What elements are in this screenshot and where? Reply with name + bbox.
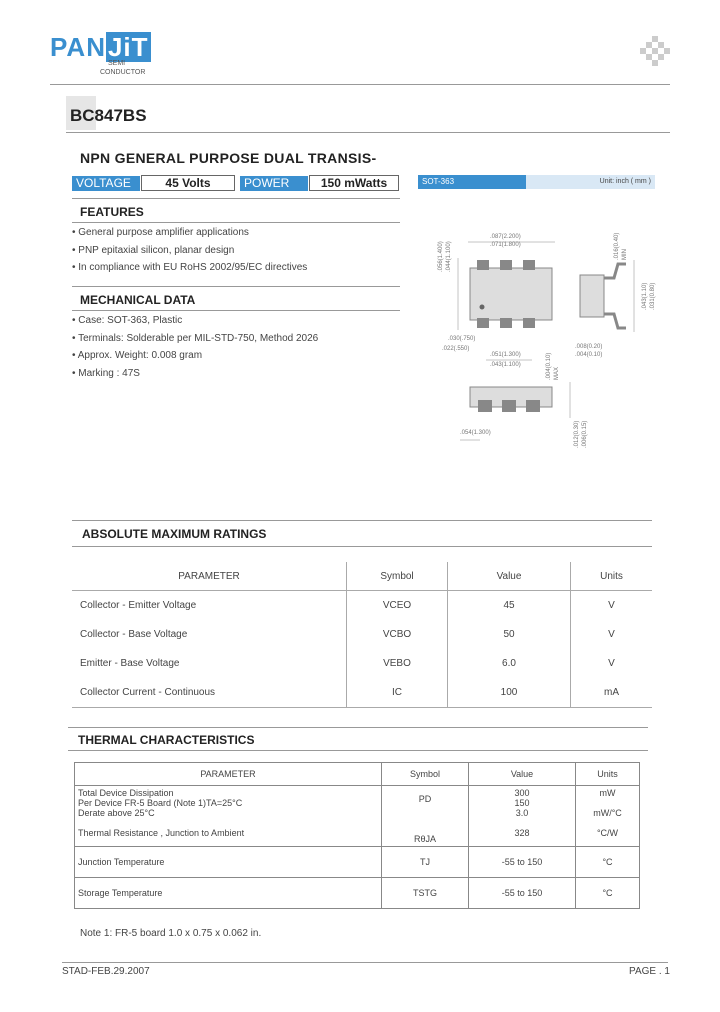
logo-subtitle (100, 59, 145, 77)
table-row (72, 678, 652, 708)
cell-value: 300 150 3.0 328 (469, 786, 576, 847)
dim-label: .004(0.10) (546, 352, 552, 380)
amr-rule-bottom (72, 546, 652, 547)
cell-parameter: Collector - Emitter Voltage (72, 591, 347, 621)
col-units: Units (576, 763, 640, 786)
thermal-rule-top (68, 727, 648, 728)
list-item: • Marking : 47S (72, 365, 318, 383)
list-item: • Case: SOT-363, Plastic (72, 312, 318, 330)
dim-label: .056(1.400) (438, 241, 444, 272)
part-number: BC847BS (70, 106, 147, 125)
cell-units: mA (604, 687, 619, 698)
col-units: Units (600, 570, 623, 582)
part-rule (66, 132, 670, 133)
features-rule-top (72, 198, 400, 199)
cell-parameter: Collector - Base Voltage (72, 620, 347, 649)
cell-symbol: TJ (382, 847, 469, 878)
amr-rule-top (72, 520, 652, 521)
logo-sub-2: CONDUCTOR (100, 69, 146, 76)
features-list (72, 224, 307, 277)
cell-units: mW mW/°C °C/W (576, 786, 640, 847)
document-title: NPN GENERAL PURPOSE DUAL TRANSIS- (80, 150, 377, 166)
cell-symbol: PD RθJA (382, 786, 469, 847)
power-value: 150 mWatts (309, 175, 399, 191)
cell-symbol: TSTG (382, 878, 469, 909)
mechanical-rule-bottom (72, 310, 400, 311)
dim-label: .031(0.80) (650, 282, 656, 310)
col-value: Value (469, 763, 576, 786)
table-row (75, 786, 640, 847)
dim-label: .051(1.300) (490, 352, 521, 358)
dim-label: .043(1.100) (490, 362, 521, 368)
cell-symbol: VCBO (347, 620, 448, 649)
voltage-label: VOLTAGE (72, 176, 140, 191)
cell-parameter: Total Device Dissipation Per Device FR-5 Board (Note 1)TA=25°C Derate above 25°C Thermal Resistance , Junction to Ambient (75, 786, 382, 847)
header-rule (50, 84, 670, 85)
package-unit: Unit: inch ( mm ) (526, 175, 655, 189)
list-item: • Terminals: Solderable per MIL-STD-750, Method 2026 (72, 330, 318, 348)
col-parameter: PARAMETER (72, 562, 347, 591)
list-item: • PNP epitaxial silicon, planar design (72, 242, 307, 260)
col-symbol: Symbol (382, 763, 469, 786)
table-header-row (75, 763, 640, 786)
col-value: Value (448, 562, 571, 591)
package-outline-drawing (420, 190, 670, 450)
table-row (72, 649, 652, 678)
logo-sub-1: SEMI (108, 60, 126, 67)
features-heading: FEATURES (80, 205, 144, 219)
mechanical-rule-top (72, 286, 400, 287)
cell-value: 50 (448, 620, 571, 649)
cell-value: 6.0 (448, 649, 571, 678)
table-header-row (72, 562, 652, 591)
dim-label: MIN (622, 249, 628, 260)
thermal-rule-bottom (68, 750, 648, 751)
cell-symbol: VCEO (347, 591, 448, 621)
list-item: • General purpose amplifier applications (72, 224, 307, 242)
table-row (72, 620, 652, 649)
mechanical-list (72, 312, 318, 382)
cell-value: 100 (448, 678, 571, 708)
features-rule-bottom (72, 222, 400, 223)
package-name: SOT-363 (418, 175, 526, 189)
cell-parameter: Junction Temperature (75, 847, 382, 878)
dim-label: .030(.750) (448, 336, 476, 342)
voltage-value: 45 Volts (141, 175, 235, 191)
thermal-table (74, 762, 640, 909)
mechanical-heading: MECHANICAL DATA (80, 293, 196, 307)
cell-parameter: Collector Current - Continuous (72, 678, 347, 708)
col-parameter: PARAMETER (75, 763, 382, 786)
note: Note 1: FR-5 board 1.0 x 0.75 x 0.062 in. (80, 928, 262, 939)
table-row (75, 847, 640, 878)
table-row (72, 591, 652, 621)
cell-symbol: VEBO (347, 649, 448, 678)
dim-label: .012(0.30) (574, 420, 580, 448)
dim-label: .054(1.300) (460, 430, 491, 436)
cell-value: -55 to 150 (469, 847, 576, 878)
dim-label: .022(.550) (442, 346, 470, 352)
dim-label: .071(1.800) (490, 242, 521, 248)
cell-parameter: Emitter - Base Voltage (72, 649, 347, 678)
amr-heading: ABSOLUTE MAXIMUM RATINGS (82, 527, 267, 541)
dim-label: MAX (554, 366, 560, 380)
cell-symbol: IC (347, 678, 448, 708)
cell-units: V (608, 658, 615, 669)
dim-label: .008(0.20) (575, 344, 603, 350)
dim-label: .087(2.200) (490, 234, 521, 240)
dim-label: .016(0.40) (614, 232, 620, 260)
footer-rule (62, 962, 668, 963)
footer-date: STAD-FEB.29.2007 (62, 966, 150, 977)
power-label: POWER (240, 176, 308, 191)
cell-value: -55 to 150 (469, 878, 576, 909)
dim-label: .043(1.10) (642, 282, 648, 310)
thermal-heading: THERMAL CHARACTERISTICS (78, 733, 255, 747)
cell-units: V (608, 600, 615, 611)
table-row (75, 878, 640, 909)
cell-value: 45 (448, 591, 571, 621)
footer-page: PAGE . 1 (629, 966, 670, 977)
dim-label: .006(0.15) (582, 420, 588, 448)
list-item: • In compliance with EU RoHS 2002/95/EC directives (72, 259, 307, 277)
cell-parameter: Storage Temperature (75, 878, 382, 909)
cell-units: °C (576, 878, 640, 909)
dim-label: .004(0.10) (575, 352, 603, 358)
cell-units: V (608, 629, 615, 640)
logo-brand-jit: JiT (107, 32, 149, 62)
col-symbol: Symbol (347, 562, 448, 591)
dim-label: .044(1.100) (446, 241, 452, 272)
list-item: • Approx. Weight: 0.008 gram (72, 347, 318, 365)
cell-units: °C (576, 847, 640, 878)
corner-decoration (640, 36, 670, 66)
amr-table (72, 562, 652, 708)
logo-brand: PAN (50, 32, 106, 62)
